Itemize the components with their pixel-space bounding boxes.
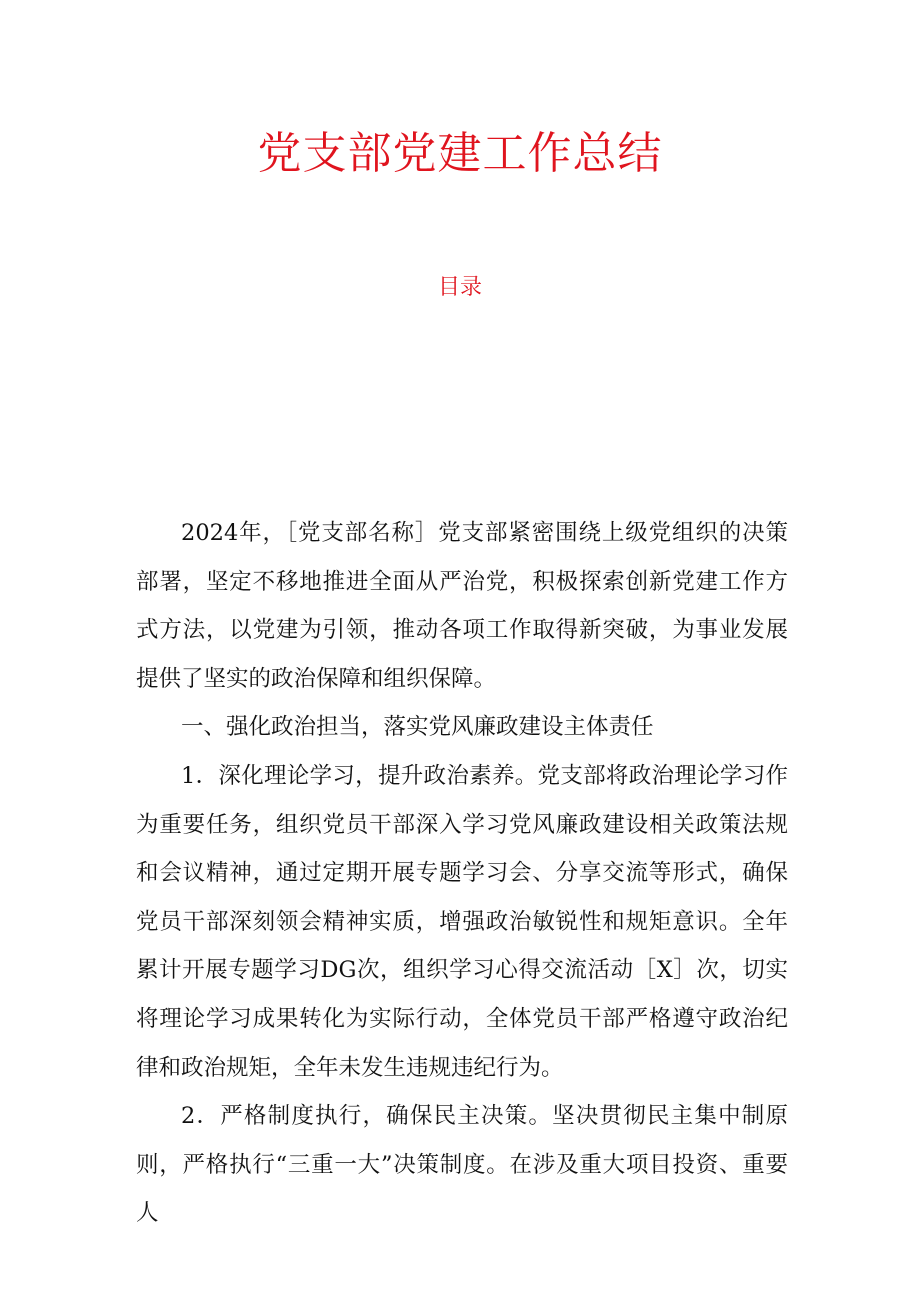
document-title: 党支部党建工作总结: [257, 128, 663, 179]
body-paragraph: 2．严格制度执行，确保民主决策。坚决贯彻民主集中制原则，严格执行“三重一大”决策制度。在涉及重大项目投资、重要人: [136, 1103, 788, 1227]
intro-paragraph: 2024年，［党支部名称］党支部紧密围绕上级党组织的决策部署，坚定不移地推进全面从严治党，积极探索创新党建工作方式方法，以党建为引领，推动各项工作取得新突破，为事业发展提供了坚实的政治保障和组织保障。: [136, 520, 788, 692]
document-body: [136, 509, 788, 1238]
body-paragraph: 1．深化理论学习，提升政治素养。党支部将政治理论学习作为重要任务，组织党员干部深入学习党风廉政建设相关政策法规和会议精神，通过定期开展专题学习会、分享交流等形式，确保党员干部深刻领会精神实质，增强政治敏锐性和规矩意识。全年累计开展专题学习DG次，组织学习心得交流活动［X］次，切实将理论学习成果转化为实际行动，全体党员干部严格遵守政治纪律和政治规矩，全年未发生违规违纪行为。: [136, 762, 788, 1081]
section-heading: 一、强化政治担当，落实党风廉政建设主体责任: [181, 714, 654, 741]
toc-heading: 目录: [437, 275, 482, 300]
